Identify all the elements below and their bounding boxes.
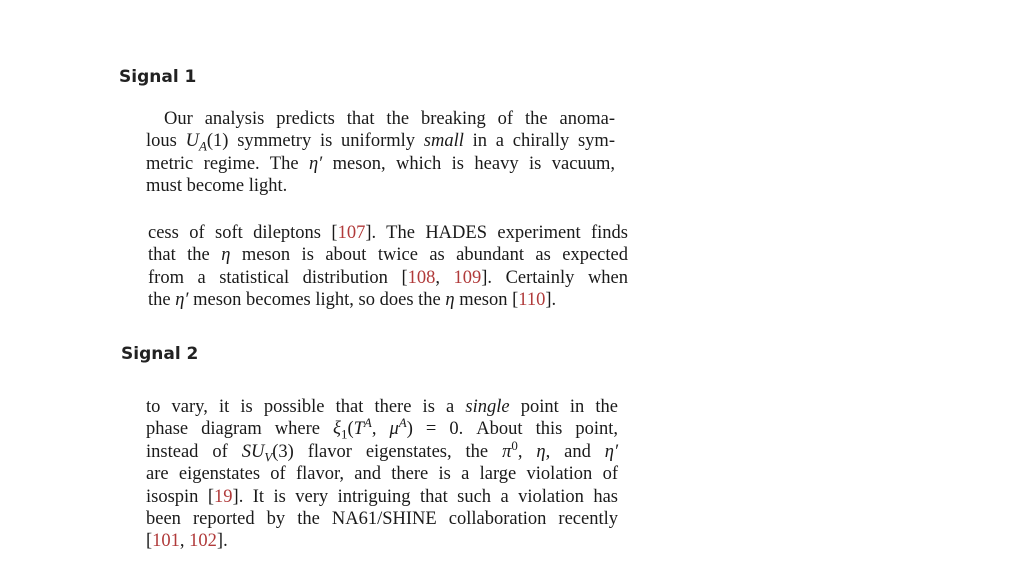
excerpt-line [146, 396, 618, 418]
text-run: (3) flavor eigenstates, the [272, 441, 503, 462]
text-run: been reported by the NA61/SHINE collaboration recently [146, 509, 618, 530]
text-run: meson is about twice as abundant as expected [230, 245, 628, 266]
text-run: , and [545, 441, 605, 462]
math-symbol: η [445, 290, 455, 311]
text-run: , [371, 419, 390, 440]
text-run: cess of soft dileptons [ [148, 223, 338, 243]
math-symbol: U [185, 131, 199, 152]
math-symbol: π [502, 441, 512, 462]
text-run: ( [347, 419, 354, 440]
text-run: , [517, 441, 537, 462]
signal-1-excerpt-a [146, 108, 615, 198]
citation-link[interactable]: 110 [518, 290, 546, 311]
excerpt-line [146, 130, 615, 155]
text-run: point in the [509, 397, 618, 417]
citation-link[interactable]: 107 [337, 223, 366, 243]
math-symbol: η′ [604, 441, 619, 462]
text-run: the [148, 290, 176, 311]
math-symbol: T [353, 419, 364, 440]
text-run: ]. The HADES experiment finds [365, 223, 628, 243]
text-run: must become light. [146, 176, 288, 197]
text-run: , [435, 267, 454, 288]
text-run: metric regime. The [146, 153, 309, 174]
text-run: in a chirally sym- [463, 131, 615, 152]
text-run: ]. Certainly when [481, 267, 629, 288]
text-run: to vary, it is possible that there is a [146, 397, 466, 417]
text-run: ]. [545, 290, 557, 311]
math-superscript: A [398, 415, 407, 431]
math-symbol: η [221, 245, 231, 266]
citation-link[interactable]: 102 [189, 531, 217, 552]
text-run: are eigenstates of flavor, and there is a large violation of [146, 464, 618, 485]
emphasis: single [465, 397, 510, 417]
excerpt-line [146, 463, 618, 485]
text-run: ]. It is very intriguing that such a violation has [232, 486, 619, 507]
math-symbol: ξ [333, 419, 341, 440]
excerpt-line [146, 108, 615, 130]
emphasis: small [423, 131, 464, 152]
excerpt-line [146, 508, 618, 530]
math-subscript: A [198, 139, 207, 155]
signal-1-excerpt-b [148, 222, 628, 312]
math-subscript: V [264, 449, 273, 465]
excerpt-line [146, 530, 618, 552]
text-run: that the [148, 245, 222, 266]
excerpt-line [148, 244, 628, 266]
excerpt-line [146, 153, 615, 175]
text-run: lous [146, 131, 186, 152]
math-symbol: μ [389, 419, 399, 440]
signal-2-excerpt [146, 396, 618, 553]
text-run: [ [146, 531, 153, 552]
excerpt-line [146, 486, 618, 508]
excerpt-line [148, 289, 628, 311]
text-run: meson, which is heavy is vacuum, [322, 153, 615, 174]
text-run: ) = 0. About this point, [406, 419, 618, 440]
text-run: ]. [216, 531, 228, 552]
text-run: meson [ [454, 290, 519, 311]
text-run: (1) symmetry is uniformly [206, 131, 424, 152]
text-run: instead of [146, 441, 242, 462]
citation-link[interactable]: 109 [453, 267, 482, 288]
citation-link[interactable]: 19 [214, 486, 233, 507]
excerpt-line [146, 437, 619, 465]
math-subscript: 1 [340, 427, 348, 443]
text-run: , [179, 531, 190, 552]
excerpt-line [146, 415, 618, 443]
text-run: Our analysis predicts that the breaking of the anoma- [164, 109, 615, 129]
excerpt-line [148, 267, 628, 289]
math-superscript: A [363, 415, 372, 431]
excerpt-line [146, 175, 615, 197]
text-run: from a statistical distribution [ [148, 267, 408, 288]
math-symbol: η′ [175, 290, 189, 311]
math-symbol: η [536, 441, 546, 462]
math-superscript: 0 [511, 437, 518, 453]
text-run: phase diagram where [146, 419, 334, 440]
excerpt-line [148, 222, 628, 244]
citation-link[interactable]: 108 [407, 267, 436, 288]
signal-2-heading: Signal 2 [121, 344, 199, 364]
text-run: meson becomes light, so does the [188, 290, 446, 311]
citation-link[interactable]: 101 [152, 531, 180, 552]
text-run: isospin [ [146, 486, 215, 507]
math-symbol: η′ [308, 153, 323, 174]
signal-1-heading: Signal 1 [119, 67, 197, 87]
math-symbol: SU [241, 441, 265, 462]
